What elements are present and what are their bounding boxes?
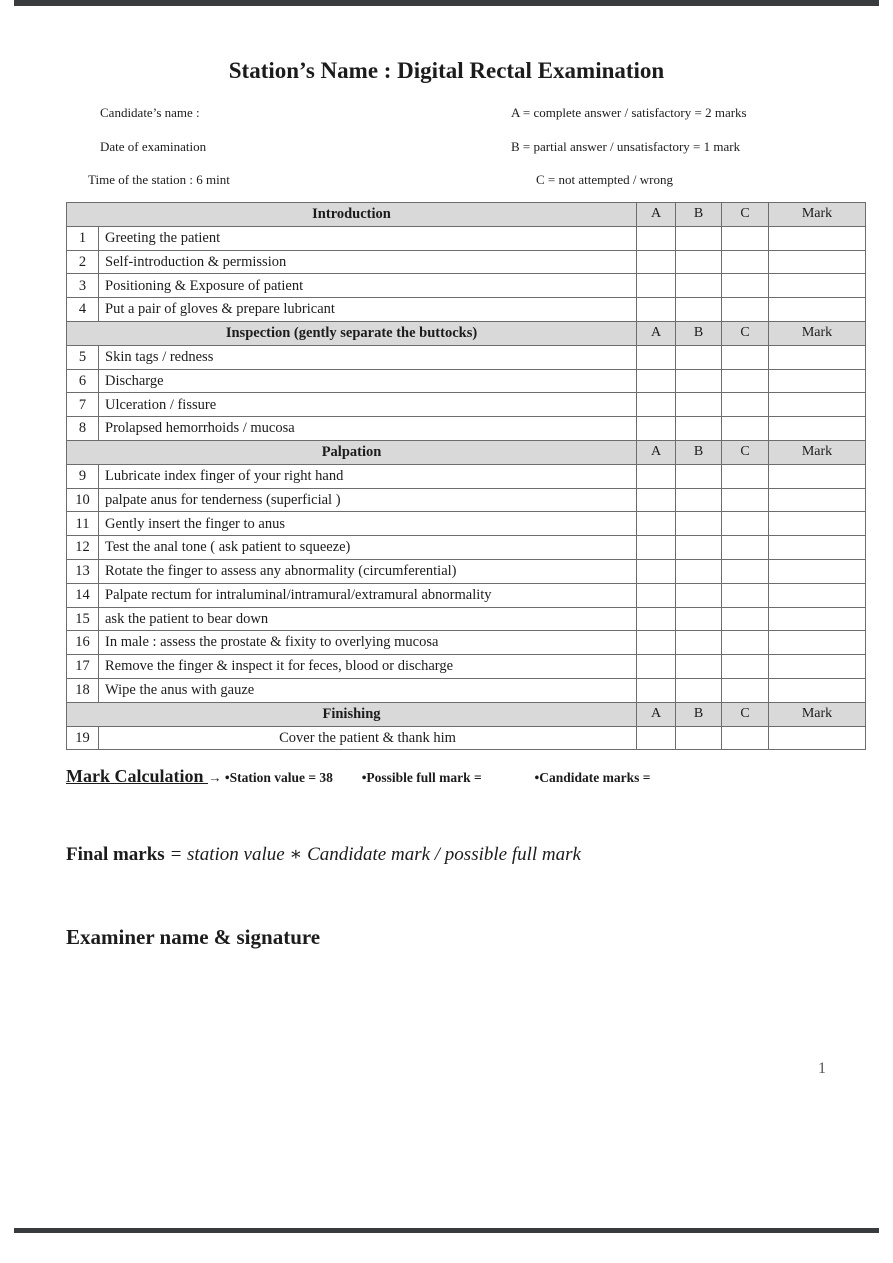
score-cell-mark[interactable] <box>769 678 866 702</box>
item-text: Remove the finger & inspect it for feces, blood or discharge <box>99 655 637 679</box>
score-cell-c[interactable] <box>722 536 769 560</box>
item-number: 9 <box>67 464 99 488</box>
grade-key-b: B = partial answer / unsatisfactory = 1 mark <box>511 139 741 154</box>
item-number: 6 <box>67 369 99 393</box>
score-cell-c[interactable] <box>722 678 769 702</box>
item-text: Gently insert the finger to anus <box>99 512 637 536</box>
column-header-mark: Mark <box>769 321 866 345</box>
checklist-row <box>67 583 866 607</box>
item-text: Test the anal tone ( ask patient to squeeze) <box>99 536 637 560</box>
item-number: 5 <box>67 345 99 369</box>
score-cell-mark[interactable] <box>769 655 866 679</box>
score-cell-b[interactable] <box>676 464 722 488</box>
column-header-c: C <box>722 440 769 464</box>
score-cell-a[interactable] <box>637 488 676 512</box>
score-cell-c[interactable] <box>722 369 769 393</box>
score-cell-mark[interactable] <box>769 369 866 393</box>
item-number: 16 <box>67 631 99 655</box>
item-number: 15 <box>67 607 99 631</box>
score-cell-c[interactable] <box>722 726 769 750</box>
score-cell-mark[interactable] <box>769 298 866 322</box>
top-border <box>14 0 879 6</box>
section-header-row <box>67 702 866 726</box>
grade-key-a: A = complete answer / satisfactory = 2 marks <box>511 105 747 120</box>
column-header-b: B <box>676 203 722 227</box>
item-number: 4 <box>67 298 99 322</box>
score-cell-a[interactable] <box>637 655 676 679</box>
item-number: 14 <box>67 583 99 607</box>
score-cell-mark[interactable] <box>769 726 866 750</box>
checklist-row <box>67 464 866 488</box>
score-cell-mark[interactable] <box>769 512 866 536</box>
score-cell-c[interactable] <box>722 607 769 631</box>
score-cell-c[interactable] <box>722 488 769 512</box>
score-cell-b[interactable] <box>676 655 722 679</box>
candidate-name-label: Candidate’s name : <box>100 105 200 120</box>
column-header-b: B <box>676 702 722 726</box>
score-cell-mark[interactable] <box>769 488 866 512</box>
score-cell-c[interactable] <box>722 512 769 536</box>
item-text: Cover the patient & thank him <box>99 726 637 750</box>
section-title: Palpation <box>67 440 637 464</box>
item-number: 3 <box>67 274 99 298</box>
item-number: 10 <box>67 488 99 512</box>
candidate-marks: •Candidate marks = <box>534 770 651 785</box>
score-cell-a[interactable] <box>637 678 676 702</box>
section-header-row <box>67 440 866 464</box>
score-cell-b[interactable] <box>676 274 722 298</box>
score-cell-a[interactable] <box>637 274 676 298</box>
item-number: 13 <box>67 559 99 583</box>
score-cell-a[interactable] <box>637 298 676 322</box>
score-cell-b[interactable] <box>676 583 722 607</box>
score-cell-c[interactable] <box>722 655 769 679</box>
score-cell-b[interactable] <box>676 417 722 441</box>
station-value: •Station value = 38 <box>224 770 333 785</box>
score-cell-mark[interactable] <box>769 274 866 298</box>
item-text: Lubricate index finger of your right hand <box>99 464 637 488</box>
column-header-a: A <box>637 203 676 227</box>
column-header-c: C <box>722 702 769 726</box>
score-cell-b[interactable] <box>676 298 722 322</box>
grade-key-c: C = not attempted / wrong <box>536 172 673 187</box>
section-title: Finishing <box>67 702 637 726</box>
page-number: 1 <box>818 1060 826 1077</box>
column-header-c: C <box>722 321 769 345</box>
examiner-signature-label: Examiner name & signature <box>66 925 321 949</box>
score-cell-mark[interactable] <box>769 250 866 274</box>
score-cell-mark[interactable] <box>769 631 866 655</box>
mark-calculation-label: Mark Calculation <box>66 766 208 786</box>
column-header-b: B <box>676 321 722 345</box>
checklist-row <box>67 226 866 250</box>
item-number: 7 <box>67 393 99 417</box>
station-time-label: Time of the station : 6 mint <box>88 172 230 187</box>
score-cell-c[interactable] <box>722 559 769 583</box>
item-number: 17 <box>67 655 99 679</box>
item-text: Prolapsed hemorrhoids / mucosa <box>99 417 637 441</box>
checklist-row <box>67 655 866 679</box>
item-number: 11 <box>67 512 99 536</box>
score-cell-c[interactable] <box>722 274 769 298</box>
date-of-examination-label: Date of examination <box>100 139 207 154</box>
item-text: Greeting the patient <box>99 226 637 250</box>
score-cell-a[interactable] <box>637 369 676 393</box>
score-cell-a[interactable] <box>637 250 676 274</box>
item-number: 8 <box>67 417 99 441</box>
score-cell-c[interactable] <box>722 631 769 655</box>
score-cell-mark[interactable] <box>769 607 866 631</box>
score-cell-b[interactable] <box>676 726 722 750</box>
checklist-row <box>67 678 866 702</box>
score-cell-a[interactable] <box>637 226 676 250</box>
checklist-row <box>67 417 866 441</box>
score-cell-b[interactable] <box>676 536 722 560</box>
final-marks-label: Final marks <box>66 844 165 865</box>
score-cell-c[interactable] <box>722 298 769 322</box>
checklist-table <box>66 202 866 750</box>
column-header-mark: Mark <box>769 702 866 726</box>
possible-full-mark: •Possible full mark = <box>361 770 482 785</box>
bottom-border <box>14 1228 879 1233</box>
column-header-b: B <box>676 440 722 464</box>
score-cell-c[interactable] <box>722 226 769 250</box>
score-cell-a[interactable] <box>637 607 676 631</box>
item-text: Palpate rectum for intraluminal/intramural/extramural abnormality <box>99 583 637 607</box>
checklist-row <box>67 250 866 274</box>
item-number: 1 <box>67 226 99 250</box>
score-cell-mark[interactable] <box>769 345 866 369</box>
page-title: Station’s Name : Digital Rectal Examination <box>228 58 665 83</box>
checklist-row <box>67 607 866 631</box>
checklist-row <box>67 274 866 298</box>
score-cell-c[interactable] <box>722 583 769 607</box>
section-header-row <box>67 203 866 227</box>
score-cell-a[interactable] <box>637 583 676 607</box>
arrow-icon: → <box>208 770 222 785</box>
item-number: 2 <box>67 250 99 274</box>
checklist-row <box>67 393 866 417</box>
checklist-row <box>67 488 866 512</box>
item-number: 18 <box>67 678 99 702</box>
column-header-mark: Mark <box>769 440 866 464</box>
score-cell-c[interactable] <box>722 250 769 274</box>
score-cell-b[interactable] <box>676 369 722 393</box>
item-text: Self-introduction & permission <box>99 250 637 274</box>
score-cell-b[interactable] <box>676 488 722 512</box>
score-cell-mark[interactable] <box>769 583 866 607</box>
score-cell-a[interactable] <box>637 464 676 488</box>
column-header-a: A <box>637 440 676 464</box>
item-number: 12 <box>67 536 99 560</box>
column-header-c: C <box>722 203 769 227</box>
checklist-row <box>67 345 866 369</box>
section-title: Introduction <box>67 203 637 227</box>
score-cell-a[interactable] <box>637 559 676 583</box>
item-text: In male : assess the prostate & fixity to overlying mucosa <box>99 631 637 655</box>
score-cell-b[interactable] <box>676 678 722 702</box>
score-cell-mark[interactable] <box>769 536 866 560</box>
checklist-row <box>67 298 866 322</box>
score-cell-mark[interactable] <box>769 464 866 488</box>
score-cell-c[interactable] <box>722 345 769 369</box>
checklist-row <box>67 512 866 536</box>
item-text: Put a pair of gloves & prepare lubricant <box>99 298 637 322</box>
score-cell-a[interactable] <box>637 417 676 441</box>
item-text: Ulceration / fissure <box>99 393 637 417</box>
mark-calculation <box>66 766 650 787</box>
score-cell-a[interactable] <box>637 536 676 560</box>
column-header-a: A <box>637 321 676 345</box>
final-marks-expression: = station value ∗ Candidate mark / possible full mark <box>169 844 581 865</box>
final-marks-formula <box>66 843 581 866</box>
score-cell-a[interactable] <box>637 726 676 750</box>
score-cell-mark[interactable] <box>769 393 866 417</box>
score-cell-c[interactable] <box>722 464 769 488</box>
checklist-row <box>67 726 866 750</box>
checklist-row <box>67 536 866 560</box>
section-header-row <box>67 321 866 345</box>
score-cell-mark[interactable] <box>769 559 866 583</box>
item-text: Rotate the finger to assess any abnormality (circumferential) <box>99 559 637 583</box>
item-text: Skin tags / redness <box>99 345 637 369</box>
score-cell-b[interactable] <box>676 607 722 631</box>
score-cell-b[interactable] <box>676 226 722 250</box>
checklist-body <box>67 203 866 750</box>
score-cell-a[interactable] <box>637 345 676 369</box>
score-cell-b[interactable] <box>676 631 722 655</box>
column-header-mark: Mark <box>769 203 866 227</box>
item-number: 19 <box>67 726 99 750</box>
item-text: Wipe the anus with gauze <box>99 678 637 702</box>
score-cell-b[interactable] <box>676 345 722 369</box>
checklist-row <box>67 369 866 393</box>
score-cell-a[interactable] <box>637 512 676 536</box>
checklist-row <box>67 559 866 583</box>
item-text: Discharge <box>99 369 637 393</box>
checklist-row <box>67 631 866 655</box>
score-cell-mark[interactable] <box>769 226 866 250</box>
score-cell-b[interactable] <box>676 512 722 536</box>
score-cell-mark[interactable] <box>769 417 866 441</box>
column-header-a: A <box>637 702 676 726</box>
score-cell-a[interactable] <box>637 631 676 655</box>
item-text: ask the patient to bear down <box>99 607 637 631</box>
score-cell-b[interactable] <box>676 393 722 417</box>
score-cell-b[interactable] <box>676 559 722 583</box>
score-cell-b[interactable] <box>676 250 722 274</box>
item-text: palpate anus for tenderness (superficial ) <box>99 488 637 512</box>
score-cell-c[interactable] <box>722 393 769 417</box>
item-text: Positioning & Exposure of patient <box>99 274 637 298</box>
section-title: Inspection (gently separate the buttocks) <box>67 321 637 345</box>
score-cell-a[interactable] <box>637 393 676 417</box>
score-cell-c[interactable] <box>722 417 769 441</box>
